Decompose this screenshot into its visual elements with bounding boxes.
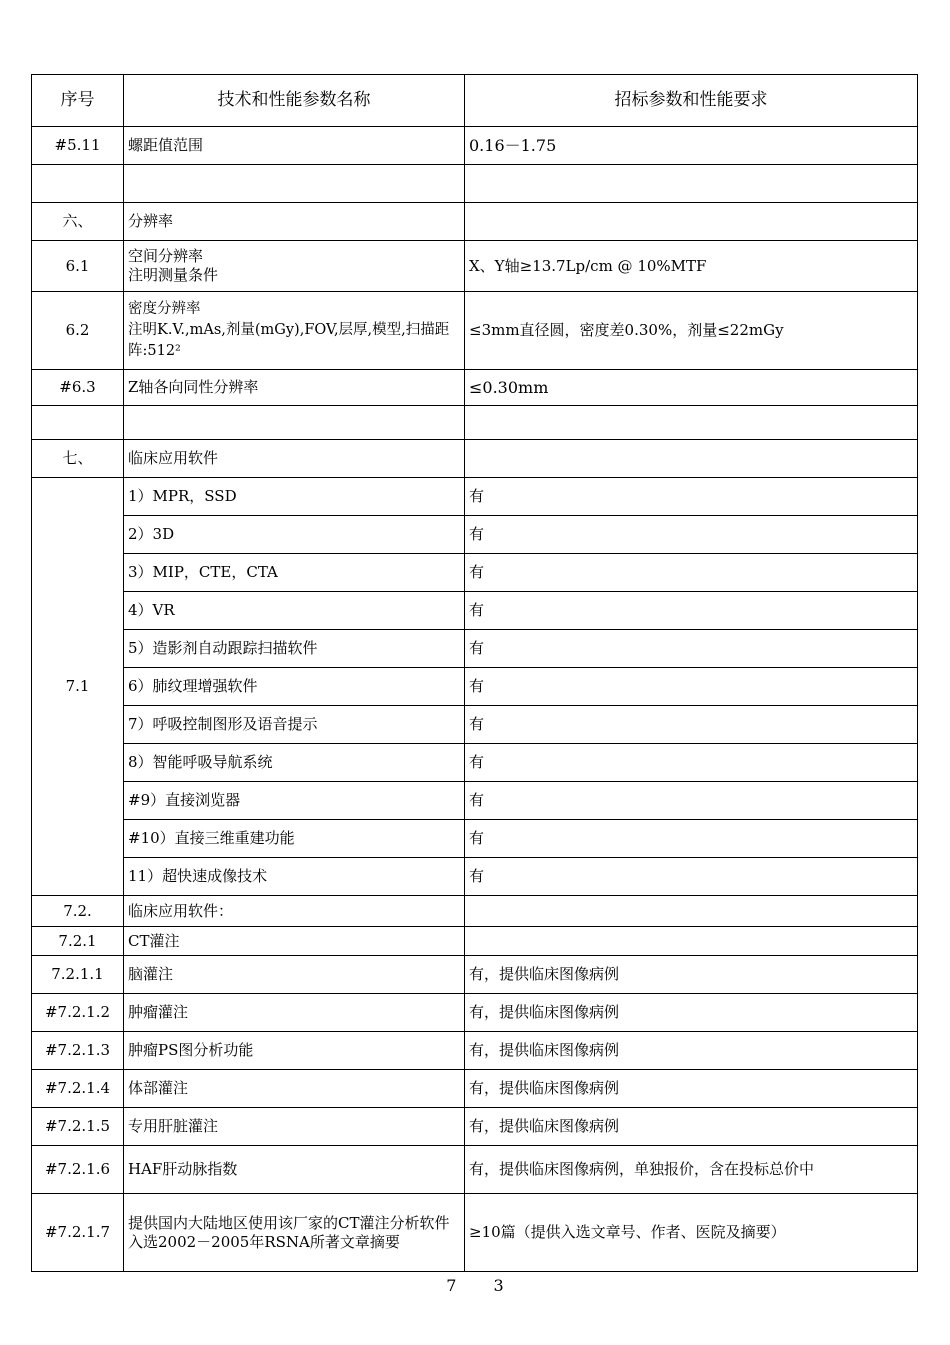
row-req: ≤0.30mm [465, 370, 918, 406]
row-name: 专用肝脏灌注 [124, 1108, 465, 1146]
table-row [32, 858, 918, 896]
row-num: #5.11 [32, 127, 124, 165]
row-num [32, 165, 124, 203]
row-name: 空间分辨率 注明测量条件 [124, 241, 465, 292]
table-row [32, 440, 918, 478]
item-name: 7）呼吸控制图形及语音提示 [124, 706, 465, 744]
table-row [32, 292, 918, 370]
item-name: 1）MPR，SSD [124, 478, 465, 516]
item-name: 11）超快速成像技术 [124, 858, 465, 896]
row-req: 有，提供临床图像病例 [465, 956, 918, 994]
row-name: 密度分辨率 注明K.V.,mAs,剂量(mGy),FOV,层厚,模型,扫描距阵:512² [124, 292, 465, 370]
item-name: #10）直接三维重建功能 [124, 820, 465, 858]
row-name: HAF肝动脉指数 [124, 1146, 465, 1194]
footer-page-b: 3 [493, 1276, 504, 1295]
row-name: 提供国内大陆地区使用该厂家的CT灌注分析软件入选2002－2005年RSNA所著文章摘要 [124, 1194, 465, 1272]
row-num: 6.2 [32, 292, 124, 370]
table-row [32, 927, 918, 956]
item-req: 有 [465, 858, 918, 896]
table-row [32, 370, 918, 406]
table-row [32, 668, 918, 706]
item-req: 有 [465, 592, 918, 630]
footer-page-a: 7 [446, 1276, 457, 1295]
row-req [465, 203, 918, 241]
row-name: Z轴各向同性分辨率 [124, 370, 465, 406]
row-req: X、Y轴≥13.7Lp/cm @ 10%MTF [465, 241, 918, 292]
table-row [32, 1146, 918, 1194]
item-req: 有 [465, 668, 918, 706]
item-name: 3）MIP，CTE，CTA [124, 554, 465, 592]
table-row [32, 896, 918, 927]
row-req: 有，提供临床图像病例，单独报价，含在投标总价中 [465, 1146, 918, 1194]
header-row [32, 75, 918, 127]
row-num: #7.2.1.6 [32, 1146, 124, 1194]
row-num: #7.2.1.2 [32, 994, 124, 1032]
row-req: ≥10篇（提供入选文章号、作者、医院及摘要） [465, 1194, 918, 1272]
item-name: 4）VR [124, 592, 465, 630]
table-row [32, 1070, 918, 1108]
item-req: 有 [465, 554, 918, 592]
row-req: 有，提供临床图像病例 [465, 994, 918, 1032]
row-req: 有，提供临床图像病例 [465, 1108, 918, 1146]
item-req: 有 [465, 782, 918, 820]
row-num: 7.2.1 [32, 927, 124, 956]
table-row [32, 956, 918, 994]
row-num [32, 406, 124, 440]
row-name [124, 165, 465, 203]
table-row [32, 516, 918, 554]
table-row [32, 165, 918, 203]
row-num: #7.2.1.3 [32, 1032, 124, 1070]
table-row [32, 782, 918, 820]
spec-table [31, 74, 918, 1272]
table-row [32, 706, 918, 744]
row-name: 分辨率 [124, 203, 465, 241]
row-name: 肿瘤PS图分析功能 [124, 1032, 465, 1070]
item-req: 有 [465, 478, 918, 516]
row-name: 螺距值范围 [124, 127, 465, 165]
item-req: 有 [465, 706, 918, 744]
group-num: 7.1 [32, 478, 124, 896]
table-row [32, 406, 918, 440]
header-num: 序号 [32, 75, 124, 127]
table-row [32, 820, 918, 858]
table-row [32, 1108, 918, 1146]
row-name: 肿瘤灌注 [124, 994, 465, 1032]
row-num: 六、 [32, 203, 124, 241]
table-row [32, 994, 918, 1032]
item-name: 2）3D [124, 516, 465, 554]
item-name: 6）肺纹理增强软件 [124, 668, 465, 706]
row-req: ≤3mm直径圆，密度差0.30%，剂量≤22mGy [465, 292, 918, 370]
row-name: 临床应用软件 [124, 440, 465, 478]
header-name: 技术和性能参数名称 [124, 75, 465, 127]
row-num: 7.2.1.1 [32, 956, 124, 994]
item-req: 有 [465, 744, 918, 782]
row-req: 0.16－1.75 [465, 127, 918, 165]
row-req [465, 406, 918, 440]
row-num: 6.1 [32, 241, 124, 292]
table-row [32, 203, 918, 241]
row-req [465, 440, 918, 478]
page-footer [0, 1276, 950, 1295]
header-req: 招标参数和性能要求 [465, 75, 918, 127]
table-row [32, 630, 918, 668]
row-num: #7.2.1.4 [32, 1070, 124, 1108]
row-num: #7.2.1.5 [32, 1108, 124, 1146]
row-req [465, 927, 918, 956]
table-row [32, 241, 918, 292]
row-num: #7.2.1.7 [32, 1194, 124, 1272]
row-req [465, 896, 918, 927]
row-req: 有，提供临床图像病例 [465, 1070, 918, 1108]
table-row [32, 478, 918, 516]
row-name [124, 406, 465, 440]
table-row [32, 1194, 918, 1272]
row-num: 七、 [32, 440, 124, 478]
row-req: 有，提供临床图像病例 [465, 1032, 918, 1070]
table-row [32, 554, 918, 592]
row-num: 7.2. [32, 896, 124, 927]
row-name: 临床应用软件： [124, 896, 465, 927]
item-req: 有 [465, 516, 918, 554]
table-row [32, 592, 918, 630]
row-name: 体部灌注 [124, 1070, 465, 1108]
row-req [465, 165, 918, 203]
table-row [32, 744, 918, 782]
item-name: 8）智能呼吸导航系统 [124, 744, 465, 782]
row-name: 脑灌注 [124, 956, 465, 994]
table-row [32, 1032, 918, 1070]
table-row [32, 127, 918, 165]
item-name: #9）直接浏览器 [124, 782, 465, 820]
item-req: 有 [465, 820, 918, 858]
item-name: 5）造影剂自动跟踪扫描软件 [124, 630, 465, 668]
row-num: #6.3 [32, 370, 124, 406]
item-req: 有 [465, 630, 918, 668]
row-name: CT灌注 [124, 927, 465, 956]
